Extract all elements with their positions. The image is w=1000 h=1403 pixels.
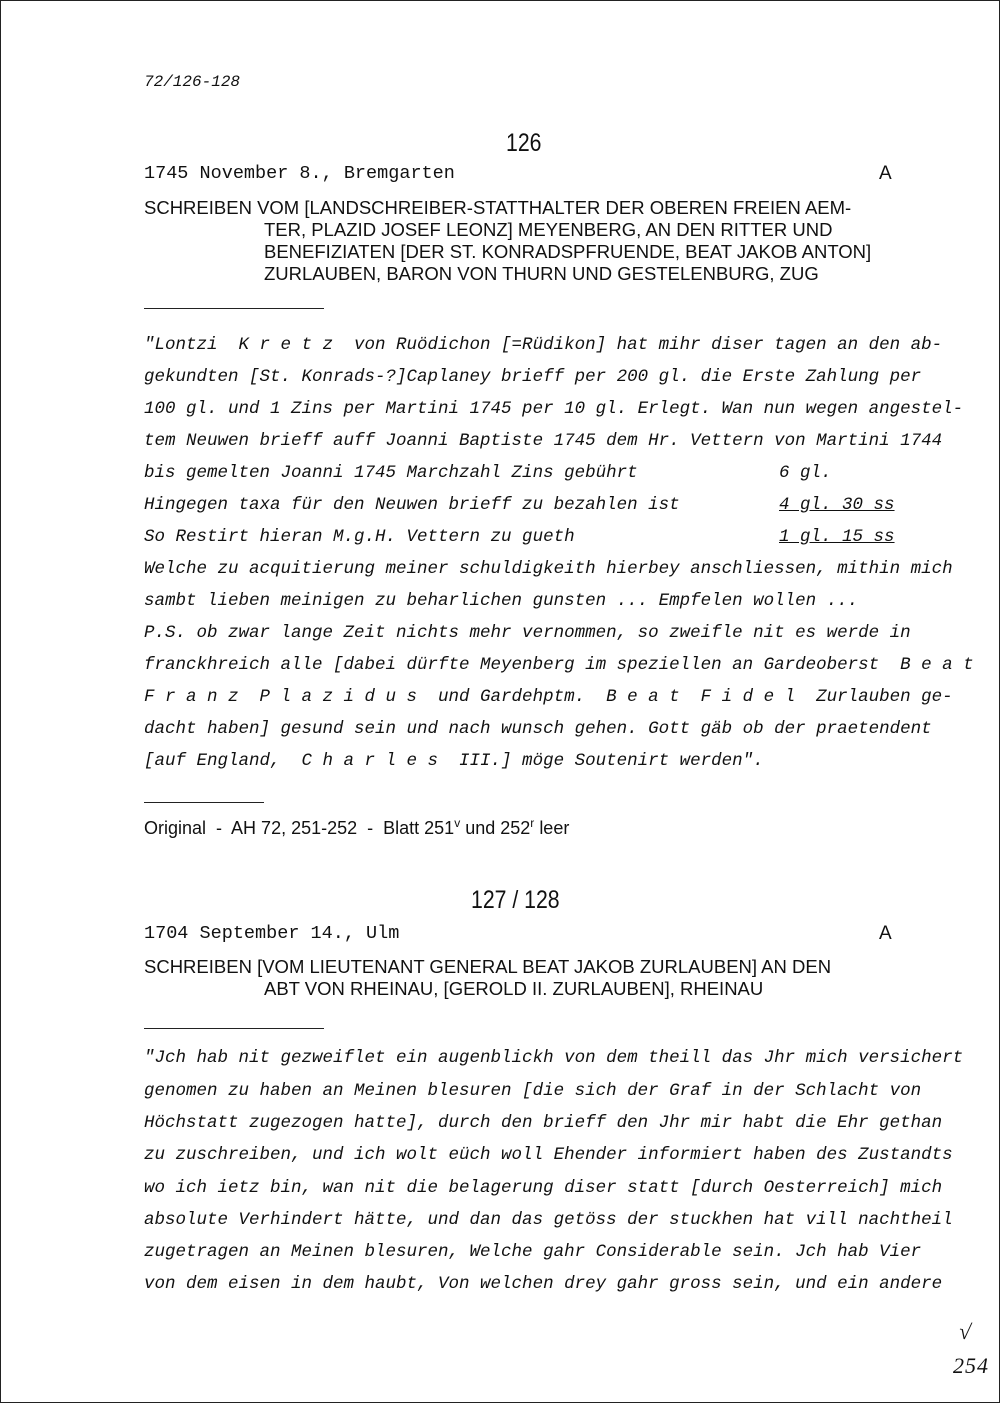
folio-verso: v (454, 816, 461, 830)
ledger-text: Hingegen taxa für den Neuwen brieff zu bezahlen ist (144, 495, 680, 515)
source-reference: AH 72, 251-252 (231, 818, 358, 838)
document-number: 126 (506, 129, 542, 157)
heading-line: SCHREIBEN VOM [LANDSCHREIBER-STATTHALTER DER OBEREN FREIEN AEM- (144, 197, 852, 218)
divider (144, 308, 324, 309)
heading-line: ABT VON RHEINAU, [GEROLD II. ZURLAUBEN], RHEINAU (264, 978, 764, 999)
page-reference: 72/126-128 (144, 73, 241, 91)
body-line: dacht haben] gesund sein und nach wunsch gehen. Gott gäb ob der praetendent (144, 719, 932, 739)
ledger-text: So Restirt hieran M.g.H. Vettern zu gueth (144, 527, 575, 547)
heading-line: SCHREIBEN [VOM LIEUTENANT GENERAL BEAT JAKOB ZURLAUBEN] AN DEN (144, 956, 832, 977)
body-line: "Lontzi K r e t z von Ruödichon [=Rüdikon] hat mihr diser tagen an den ab- (144, 335, 943, 355)
body-line: zu zuschreiben, und ich wolt eüch woll Ehender informiert haben des Zustandts (144, 1145, 953, 1165)
check-mark-icon: √ (957, 1318, 973, 1345)
body-line: [auf England, C h a r l e s III.] möge Soutenirt werden". (144, 751, 764, 771)
body-line: P.S. ob zwar lange Zeit nichts mehr vernommen, so zweifle nit es werde in (144, 623, 911, 643)
ledger-text: bis gemelten Joanni 1745 Marchzahl Zins gebührt (144, 463, 638, 483)
source-line: Original - AH 72, 251-252 - Blatt 251$^v$ und 252$^r$ leer (144, 816, 570, 838)
heading-line: BENEFIZIATEN [DER ST. KONRADSPFRUENDE, BEAT JAKOB ANTON] (264, 241, 872, 262)
date-place: 1745 November 8., Bremgarten (144, 163, 455, 184)
grade-letter: A (879, 163, 892, 184)
folio-note: Blatt 251 (383, 818, 455, 838)
body-line: gekundten [St. Konrads-?]Caplaney brieff per 200 gl. die Erste Zahlung per (144, 367, 922, 387)
body-line: wo ich ietz bin, wan nit die belagerung diser statt [durch Oesterreich] mich (144, 1178, 943, 1198)
body-line: genomen zu haben an Meinen blesuren [die sich der Graf in der Schlacht von (144, 1081, 922, 1101)
folio-note: leer (539, 818, 570, 838)
source-label: Original (144, 818, 207, 838)
page-stamp: 254 (953, 1353, 989, 1378)
folio-note: und 252 (465, 818, 531, 838)
heading-line: TER, PLAZID JOSEF LEONZ] MEYENBERG, AN DEN RITTER UND (264, 219, 833, 240)
body-line: F r a n z P l a z i d u s und Gardehptm. B e a t F i d e l Zurlauben ge- (144, 687, 953, 707)
body-line: tem Neuwen brieff auff Joanni Baptiste 1745 dem Hr. Vettern von Martini 1744 (144, 431, 943, 451)
body-line: 100 gl. und 1 Zins per Martini 1745 per 10 gl. Erlegt. Wan nun wegen angestel- (144, 399, 964, 419)
body-line: Höchstatt zugezogen hatte], durch den brieff den Jhr mir habt die Ehr gethan (144, 1113, 943, 1133)
body-line: "Jch hab nit gezweiflet ein augenblickh von dem theill das Jhr mich versichert (144, 1048, 964, 1068)
body-line: franckhreich alle [dabei dürfte Meyenberg im speziellen an Gardeoberst B e a t (144, 655, 974, 675)
ledger-amount: 1 gl. 15 ss (779, 527, 895, 547)
heading-line: ZURLAUBEN, BARON VON THURN UND GESTELENBURG, ZUG (264, 263, 819, 284)
body-line: zugetragen an Meinen blesuren, Welche gahr Considerable sein. Jch hab Vier (144, 1242, 922, 1262)
body-line: absolute Verhindert hätte, und dan das getöss der stuckhen hat vill nachtheil (144, 1210, 953, 1230)
divider (144, 1028, 324, 1029)
divider (144, 802, 264, 803)
folio-recto: r (530, 816, 535, 830)
ledger-amount: 6 gl. (779, 463, 832, 483)
document-number: 127 / 128 (471, 886, 560, 914)
body-line: Welche zu acquitierung meiner schuldigkeith hierbey anschliessen, mithin mich (144, 559, 953, 579)
ledger-amount: 4 gl. 30 ss (779, 495, 895, 515)
body-line: von dem eisen in dem haubt, Von welchen drey gahr gross sein, und ein andere (144, 1274, 943, 1294)
date-place: 1704 September 14., Ulm (144, 923, 400, 944)
grade-letter: A (879, 923, 892, 944)
body-line: sambt lieben meinigen zu beharlichen gunsten ... Empfelen wollen ... (144, 591, 859, 611)
